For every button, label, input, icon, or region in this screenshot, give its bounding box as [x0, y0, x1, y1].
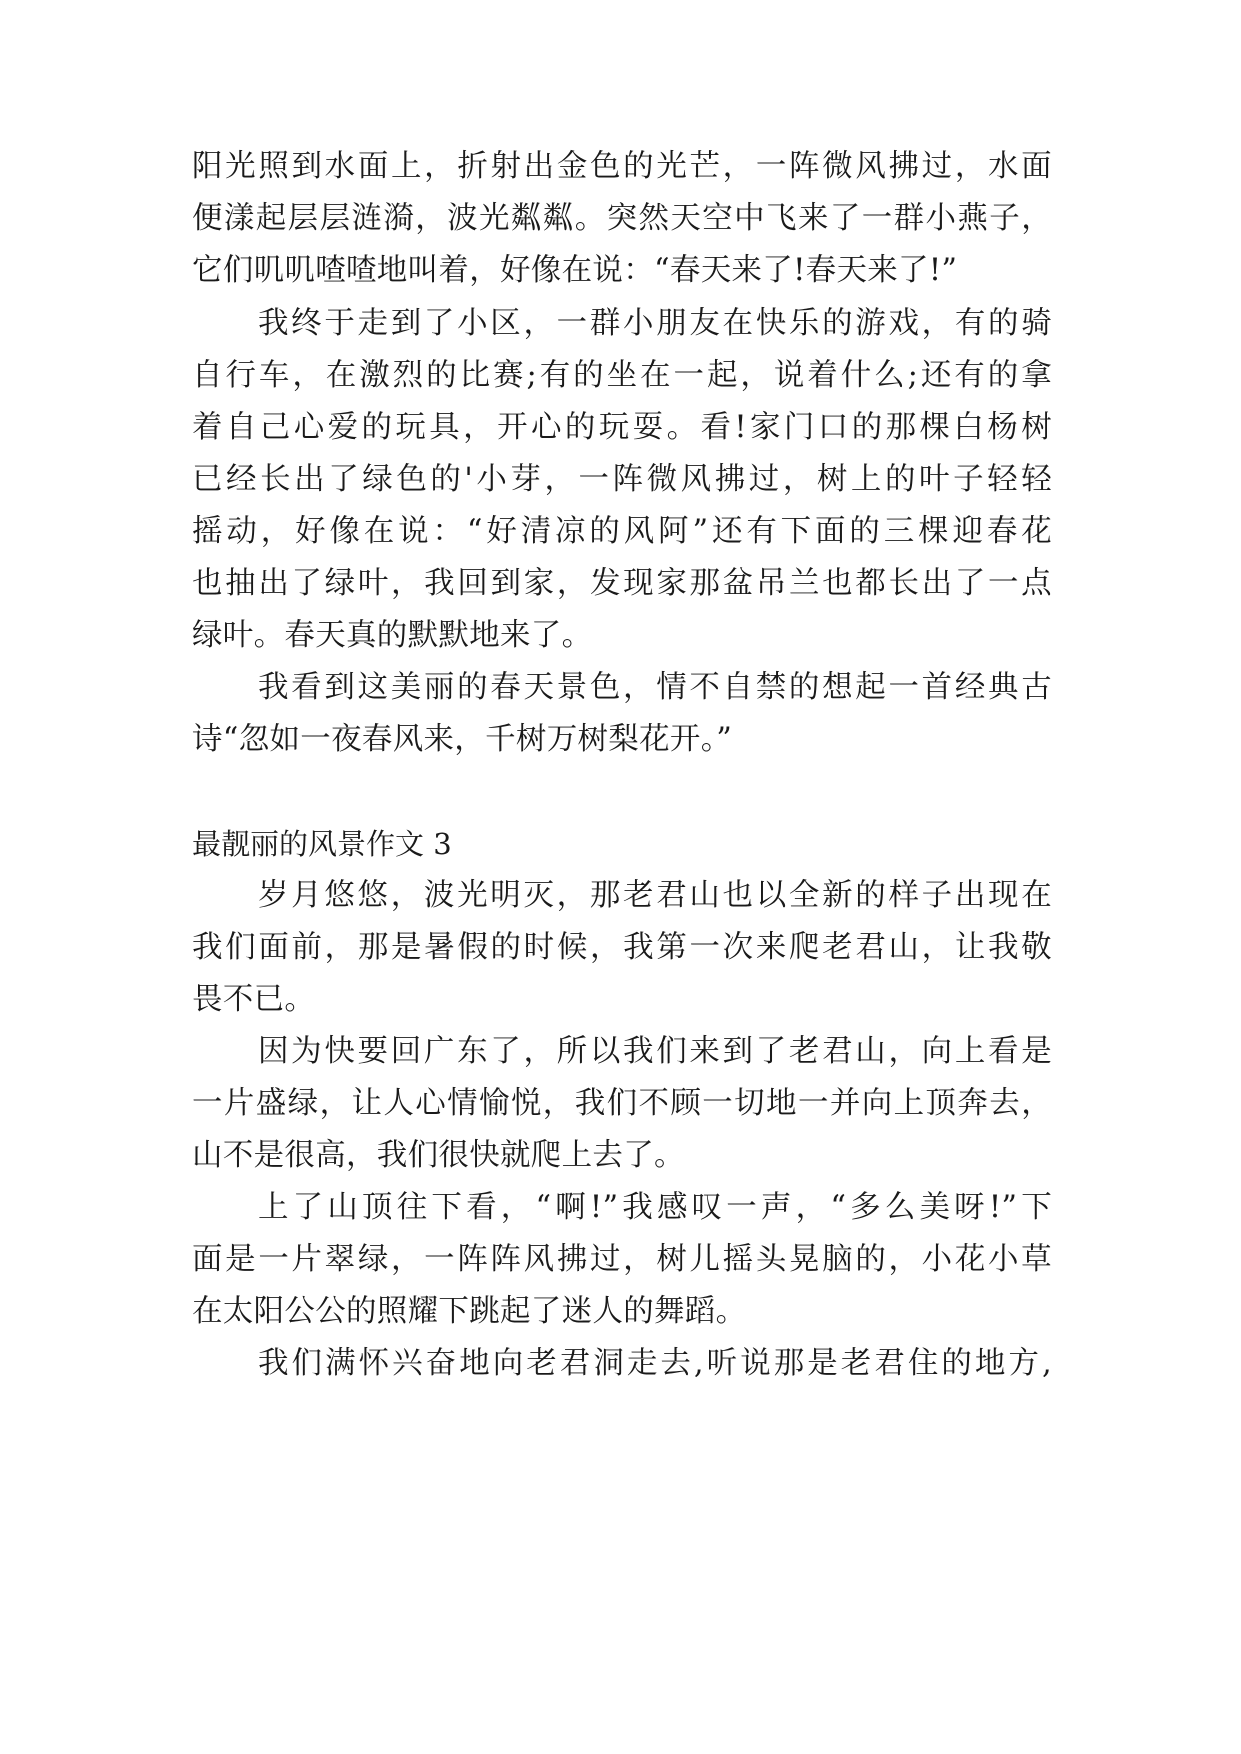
paragraph-line: 畏不已。: [192, 982, 316, 1017]
paragraph-line: 摇动，好像在说：“好清凉的风阿”还有下面的三棵迎春花: [192, 514, 1052, 549]
paragraph-line: 在太阳公公的照耀下跳起了迷人的舞蹈。: [192, 1294, 747, 1329]
paragraph-line: 自行车，在激烈的比赛;有的坐在一起，说着什么;还有的拿: [192, 358, 1052, 393]
paragraph-line: 阳光照到水面上，折射出金色的光芒，一阵微风拂过，水面: [192, 149, 1052, 184]
paragraph-line: 因为快要回广东了，所以我们来到了老君山，向上看是: [258, 1034, 1052, 1069]
paragraph-line: 岁月悠悠，波光明灭，那老君山也以全新的样子出现在: [258, 878, 1052, 913]
paragraph-line: 我看到这美丽的春天景色，情不自禁的想起一首经典古: [258, 670, 1052, 705]
paragraph-line: 便漾起层层涟漪，波光粼粼。突然天空中飞来了一群小燕子，: [192, 201, 1052, 236]
paragraph-line: 诗“忽如一夜春风来，千树万树梨花开。”: [192, 722, 733, 757]
paragraph-line: 我们满怀兴奋地向老君洞走去,听说那是老君住的地方,: [258, 1346, 1052, 1381]
section-heading: 最靓丽的风景作文 3: [192, 827, 452, 861]
paragraph-line: 绿叶。春天真的默默地来了。: [192, 618, 593, 653]
paragraph-line: 已经长出了绿色的'小芽，一阵微风拂过，树上的叶子轻轻: [192, 462, 1052, 497]
paragraph-line: 上了山顶往下看，“啊!”我感叹一声，“多么美呀!”下: [258, 1190, 1052, 1225]
paragraph-line: 一片盛绿，让人心情愉悦，我们不顾一切地一并向上顶奔去，: [192, 1086, 1052, 1121]
paragraph-line: 我们面前，那是暑假的时候，我第一次来爬老君山，让我敬: [192, 930, 1052, 965]
paragraph-line: 着自己心爱的玩具，开心的玩耍。看!家门口的那棵白杨树: [192, 410, 1052, 445]
paragraph-line: 也抽出了绿叶，我回到家，发现家那盆吊兰也都长出了一点: [192, 566, 1052, 601]
paragraph-line: 面是一片翠绿，一阵阵风拂过，树儿摇头晃脑的，小花小草: [192, 1242, 1052, 1277]
paragraph-line: 我终于走到了小区，一群小朋友在快乐的游戏，有的骑: [258, 306, 1052, 341]
paragraph-line: 山不是很高，我们很快就爬上去了。: [192, 1138, 685, 1173]
paragraph-line: 它们叽叽喳喳地叫着，好像在说：“春天来了!春天来了!”: [192, 253, 958, 288]
